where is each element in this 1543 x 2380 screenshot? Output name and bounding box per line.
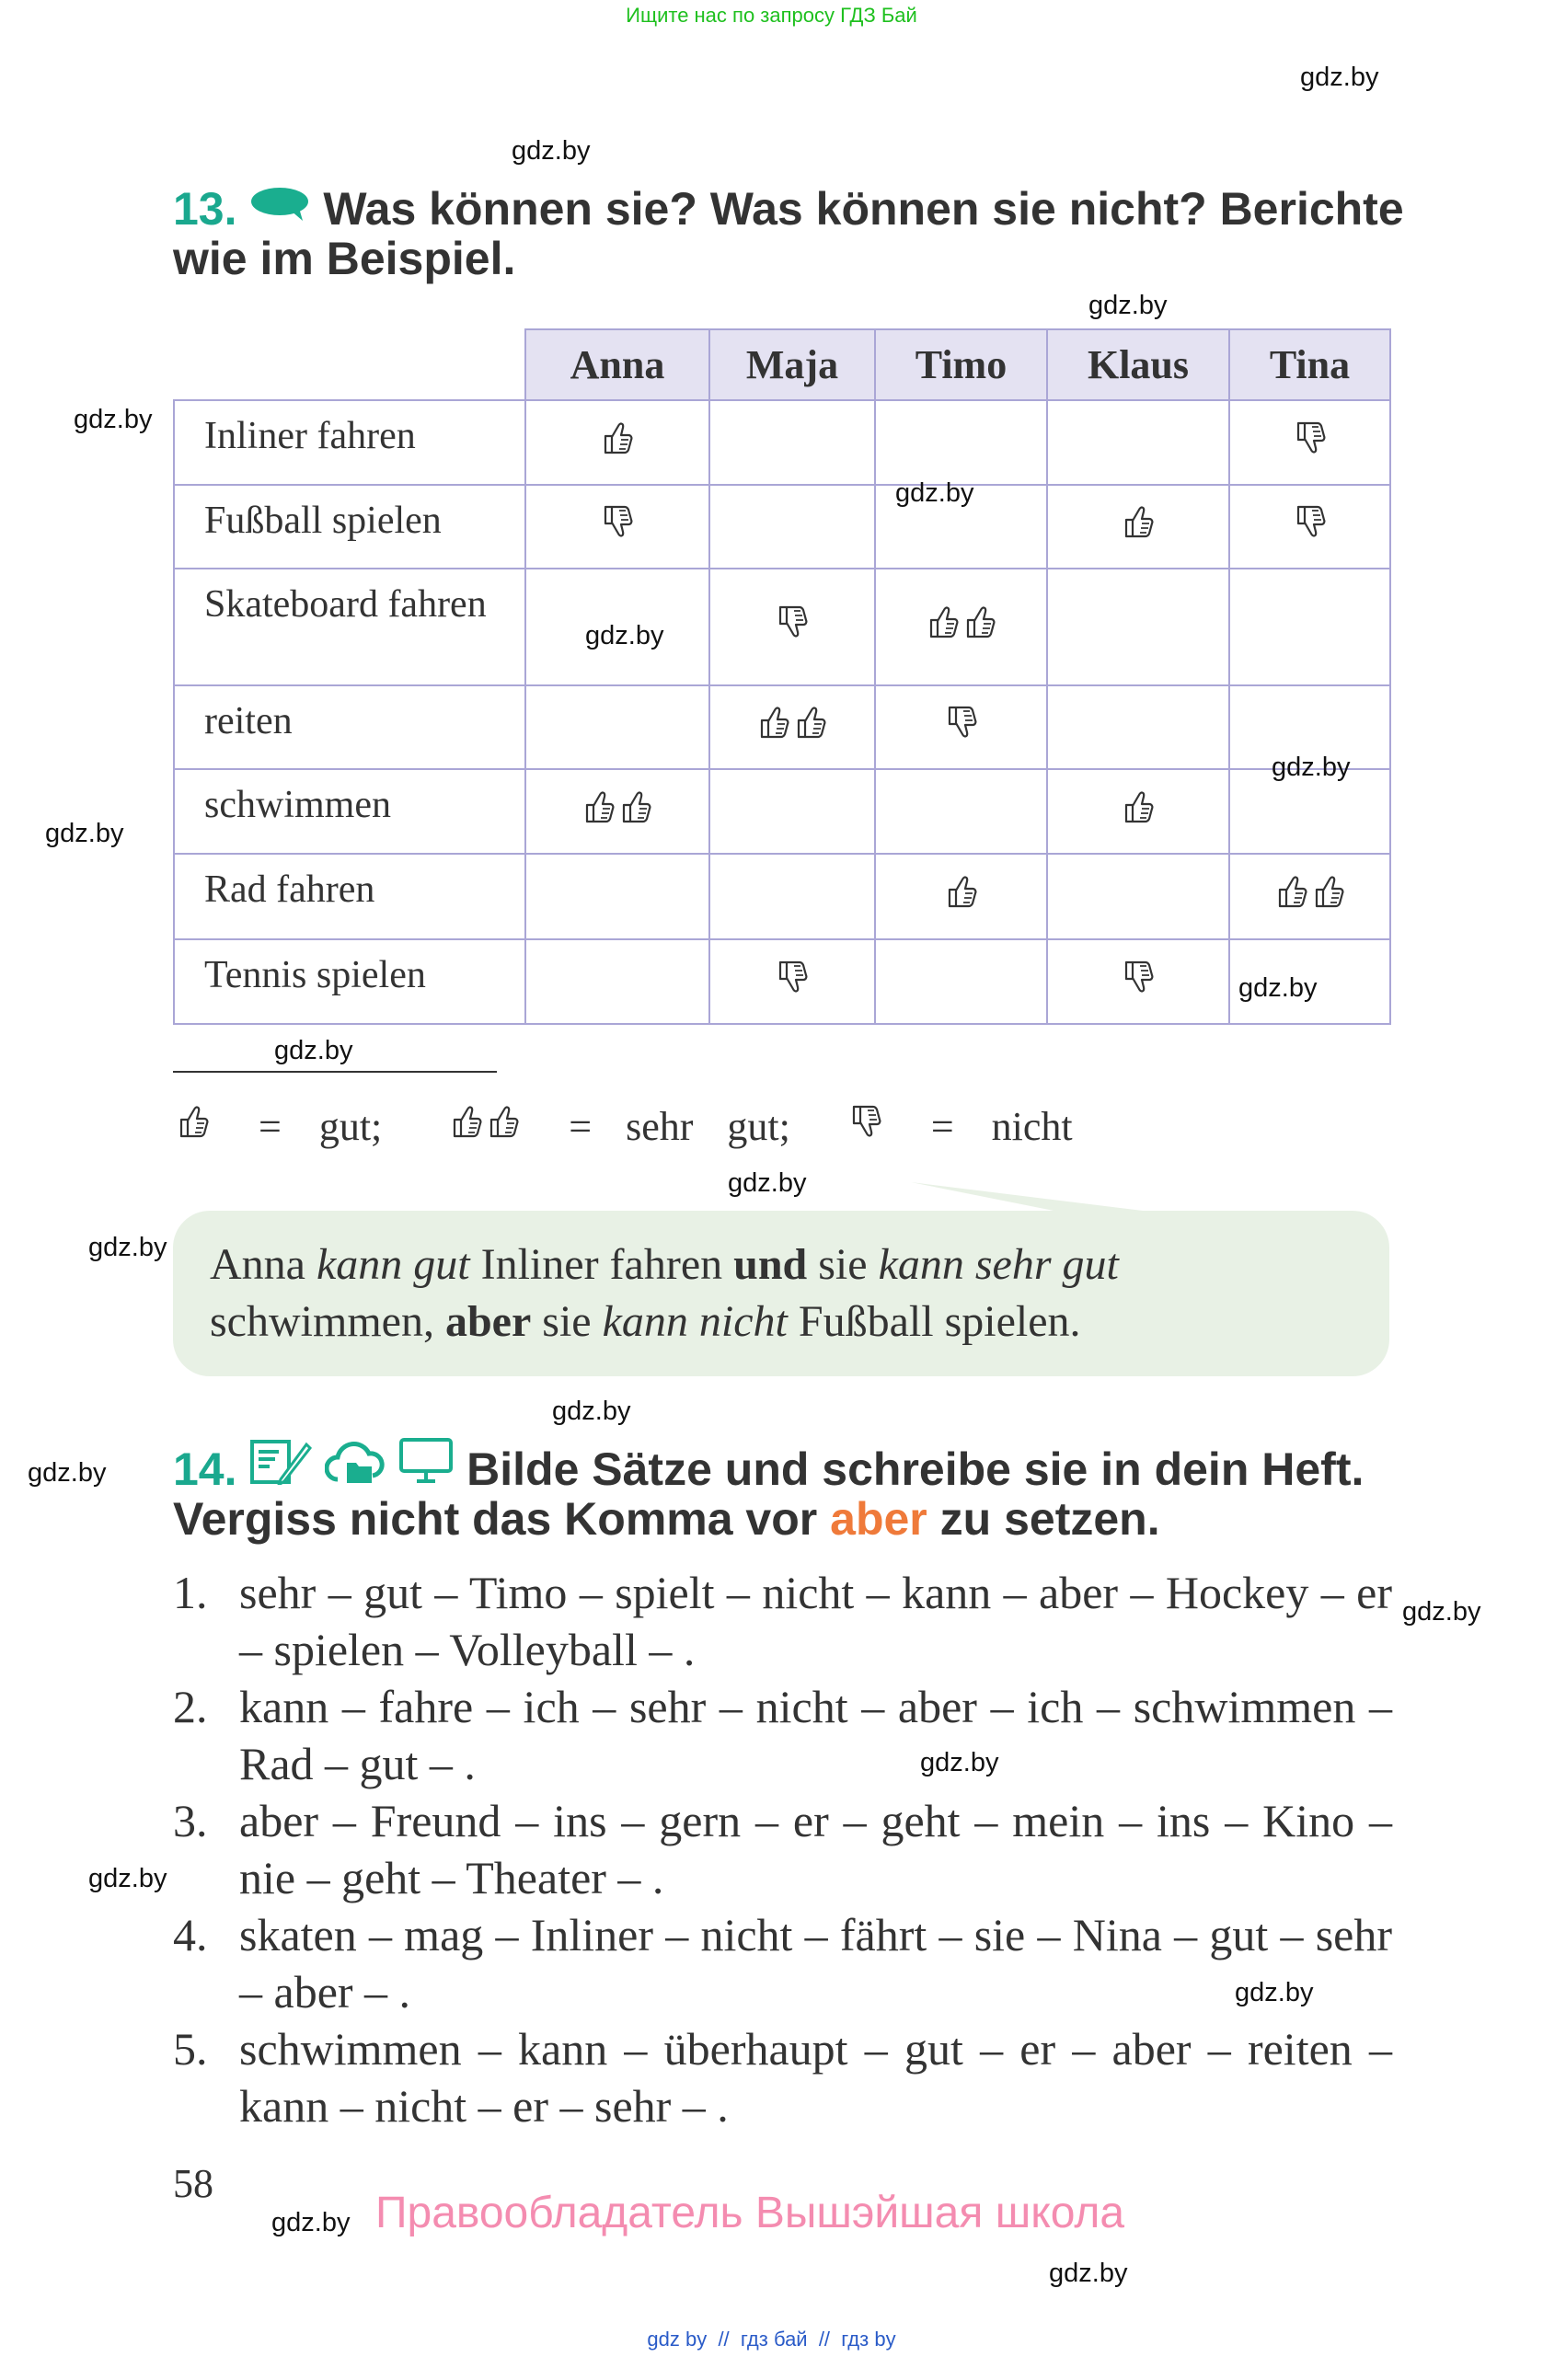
legend-not: = nicht <box>930 1104 1073 1149</box>
watermark: gdz.by <box>728 1168 807 1198</box>
rating-cell <box>875 854 1047 939</box>
table-row <box>174 769 1390 854</box>
legend-good: = gut; <box>259 1104 383 1149</box>
column-header: Maja <box>709 329 875 400</box>
thumb-down-icon <box>602 503 633 540</box>
divider-line <box>173 1071 497 1073</box>
list-item <box>173 1792 1392 1906</box>
watermark: gdz.by <box>28 1458 107 1488</box>
thumb-up-icon <box>964 604 996 640</box>
rating-cell <box>709 569 875 685</box>
table-row <box>174 685 1390 769</box>
item-text: sehr – gut – Timo – spielt – nicht – kann – aber – Hockey – er – spielen – Volleyball – . <box>239 1567 1392 1675</box>
exercise-13-title <box>173 184 1404 283</box>
empty-corner <box>174 329 525 400</box>
thumb-up-icon <box>583 788 615 825</box>
watermark: gdz.by <box>1300 63 1379 92</box>
rating-cell <box>709 854 875 939</box>
rating-cell <box>1047 569 1229 685</box>
computer-monitor-icon <box>398 1437 454 1485</box>
watermark: gdz.by <box>1235 1978 1314 2007</box>
thumb-down-icon <box>1295 420 1326 456</box>
example-box: Anna kann gut Inliner fahren und sie kann sehr gut schwimmen, aber sie kann nicht Fußball spielen. <box>173 1211 1389 1376</box>
watermark: gdz.by <box>512 136 591 166</box>
table-row <box>174 854 1390 939</box>
watermark: gdz.by <box>88 1233 167 1262</box>
thumb-up-icon <box>1123 788 1154 825</box>
watermark: gdz.by <box>895 478 974 508</box>
item-number: 3. <box>173 1795 208 1846</box>
list-item <box>173 1564 1392 1678</box>
watermark: gdz.by <box>1402 1597 1481 1627</box>
rating-cell <box>1047 854 1229 939</box>
speech-bubble-icon <box>249 186 310 223</box>
item-text: skaten – mag – Inliner – nicht – fährt – sie – Nina – gut – sehr – aber – . <box>239 1909 1392 2018</box>
rating-cell <box>875 569 1047 685</box>
rating-cell <box>709 939 875 1024</box>
item-text: aber – Freund – ins – gern – er – geht – mein – ins – Kino – nie – geht – Theater – . <box>239 1795 1392 1903</box>
rating-cell <box>709 769 875 854</box>
title-line-2: wie im Beispiel. <box>173 233 516 284</box>
legend <box>175 1099 1073 1155</box>
watermark: gdz.by <box>585 621 664 650</box>
rating-cell <box>875 769 1047 854</box>
watermark: gdz.by <box>1238 973 1318 1003</box>
thumb-up-icon <box>758 704 789 741</box>
thumb-up-icon <box>488 1103 519 1140</box>
rating-cell <box>1047 769 1229 854</box>
watermark: gdz.by <box>45 819 124 848</box>
legend-very-good: = sehr gut; <box>569 1104 790 1149</box>
rating-cell <box>525 685 709 769</box>
footer-links[interactable]: gdz by // гдз бай // гдз by <box>647 2328 896 2351</box>
rating-cell <box>525 769 709 854</box>
write-notebook-icon <box>249 1439 312 1485</box>
thumb-up-icon <box>178 1103 209 1140</box>
rating-cell <box>875 685 1047 769</box>
thumb-up-icon <box>451 1103 482 1140</box>
rating-cell <box>525 939 709 1024</box>
thumb-up-icon <box>602 420 633 456</box>
list-item <box>173 1906 1392 2020</box>
watermark: gdz.by <box>1049 2259 1128 2288</box>
item-number: 4. <box>173 1909 208 1960</box>
rating-cell <box>1047 939 1229 1024</box>
list-item <box>173 1678 1392 1792</box>
rating-cell <box>875 400 1047 485</box>
watermark: gdz.by <box>920 1748 999 1777</box>
title-line-1: Was können sie? Was können sie nicht? Berichte <box>323 183 1404 235</box>
watermark: gdz.by <box>271 2208 351 2237</box>
title-line-1: Bilde Sätze und schreibe sie in dein Heft. <box>466 1443 1365 1495</box>
rating-cell <box>525 854 709 939</box>
item-number: 5. <box>173 2023 208 2075</box>
rating-cell <box>1047 685 1229 769</box>
activity-label: schwimmen <box>174 769 525 854</box>
thumb-up-icon <box>927 604 959 640</box>
thumb-up-icon <box>795 704 826 741</box>
thumb-down-icon <box>777 959 808 995</box>
exercise-14-title: 14. Bilde Sätze und schreibe sie in dein Heft. Vergiss nicht das Komma vor aber zu setzen. <box>173 1437 1364 1544</box>
column-header: Klaus <box>1047 329 1229 400</box>
column-header: Tina <box>1229 329 1390 400</box>
column-header: Timo <box>875 329 1047 400</box>
item-text: schwimmen – kann – überhaupt – gut – er – aber – reiten – kann – nicht – er – sehr – . <box>239 2023 1392 2132</box>
watermark: gdz.by <box>1272 753 1351 782</box>
column-header: Anna <box>525 329 709 400</box>
thumb-up-icon <box>946 873 977 910</box>
thumb-up-icon <box>1313 873 1344 910</box>
thumb-down-icon <box>777 604 808 640</box>
exercise-number: 14. <box>173 1443 237 1495</box>
copyright: Правообладатель Вышэйшая школа <box>375 2189 1125 2237</box>
activity-label: reiten <box>174 685 525 769</box>
rating-cell <box>525 485 709 569</box>
rating-cell <box>709 400 875 485</box>
rating-cell <box>1229 485 1390 569</box>
watermark: gdz.by <box>1088 291 1168 320</box>
table-row <box>174 939 1390 1024</box>
activity-label: Inliner fahren <box>174 400 525 485</box>
thumb-up-icon <box>620 788 651 825</box>
rating-cell <box>709 485 875 569</box>
item-text: kann – fahre – ich – sehr – nicht – aber – ich – schwimmen – Rad – gut – . <box>239 1681 1392 1789</box>
list-item <box>173 2020 1392 2134</box>
activity-label: Skateboard fahren <box>174 569 525 685</box>
item-number: 1. <box>173 1567 208 1618</box>
sentence-list <box>173 1564 1392 2134</box>
highlight-aber: aber <box>830 1493 927 1545</box>
skills-table <box>173 328 1391 1025</box>
thumb-up-icon <box>1276 873 1307 910</box>
watermark: gdz.by <box>274 1036 353 1065</box>
thumb-down-icon <box>1295 503 1326 540</box>
item-number: 2. <box>173 1681 208 1732</box>
thumb-down-icon <box>1123 959 1154 995</box>
table-row <box>174 569 1390 685</box>
cloud-folder-icon <box>325 1439 386 1485</box>
rating-cell <box>709 685 875 769</box>
table-row <box>174 485 1390 569</box>
thumb-down-icon <box>850 1103 881 1140</box>
page-number: 58 <box>173 2161 213 2206</box>
activity-label: Tennis spielen <box>174 939 525 1024</box>
exercise-number: 13. <box>173 183 237 235</box>
rating-cell <box>1229 400 1390 485</box>
watermark: gdz.by <box>74 405 153 434</box>
top-banner: Ищите нас по запросу ГДЗ Бай <box>626 4 917 27</box>
thumb-up-icon <box>1123 503 1154 540</box>
rating-cell <box>875 939 1047 1024</box>
watermark: gdz.by <box>552 1397 631 1426</box>
activity-label: Rad fahren <box>174 854 525 939</box>
rating-cell <box>1229 854 1390 939</box>
rating-cell <box>525 400 709 485</box>
rating-cell <box>1229 569 1390 685</box>
rating-cell <box>1047 485 1229 569</box>
activity-label: Fußball spielen <box>174 485 525 569</box>
thumb-down-icon <box>946 704 977 741</box>
rating-cell <box>1047 400 1229 485</box>
table-row <box>174 400 1390 485</box>
watermark: gdz.by <box>88 1864 167 1893</box>
